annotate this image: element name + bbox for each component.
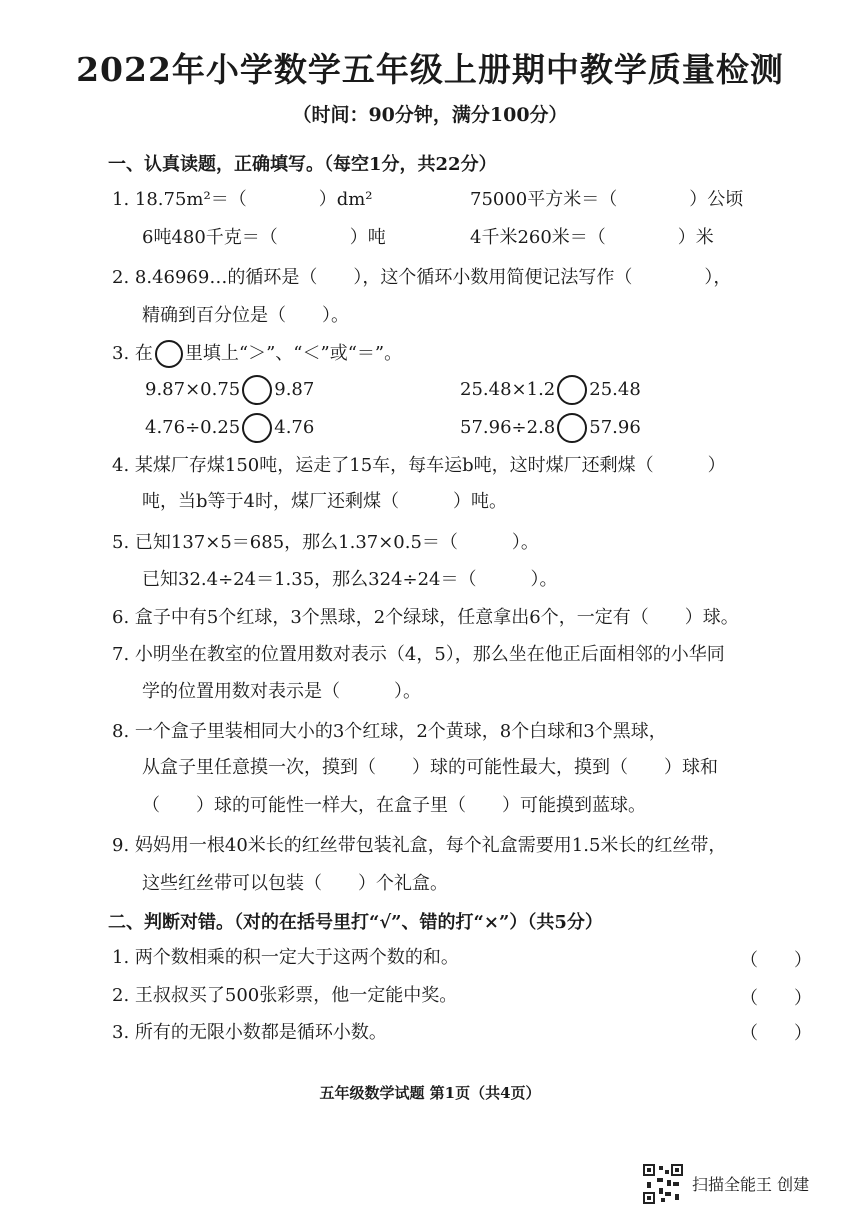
scanner-watermark: 扫描全能王 创建 xyxy=(692,1175,810,1194)
q5-line2: 已知32.4÷24＝1.35，那么324÷24＝（ ）。 xyxy=(142,569,558,590)
compare-left: 9.87×0.75 xyxy=(145,379,241,400)
judge-answer-box-3[interactable]: （ ） xyxy=(740,1023,812,1044)
q4-line1: 4. 某煤厂存煤150吨，运走了15车，每车运b吨，这时煤厂还剩煤（ ） xyxy=(112,455,726,476)
answer-circle-icon[interactable] xyxy=(242,375,272,405)
q3-prompt-pre: 3. 在 xyxy=(112,343,153,364)
q1-a: 1. 18.75m²＝（ ）dm² xyxy=(112,189,373,210)
q1-b: 75000平方米＝（ ）公顷 xyxy=(470,189,744,210)
q7-line1: 7. 小明坐在教室的位置用数对表示（4，5），那么坐在他正后面相邻的小华同 xyxy=(112,644,725,665)
q8-line1: 8. 一个盒子里装相同大小的3个红球，2个黄球，8个白球和3个黑球， xyxy=(112,721,667,742)
compare-right: 57.96 xyxy=(589,417,641,438)
q6: 6. 盒子中有5个红球，3个黑球，2个绿球，任意拿出6个，一定有（ ）球。 xyxy=(112,607,739,628)
q2-line1: 2. 8.46969…的循环是（ ），这个循环小数用简便记法写作（ ）， xyxy=(112,267,732,288)
judge-item-2: 2. 王叔叔买了500张彩票，他一定能中奖。 xyxy=(112,985,458,1006)
q3-prompt-post: 里填上“＞”、“＜”或“＝”。 xyxy=(184,343,403,364)
qr-code-icon xyxy=(643,1164,683,1204)
page-footer: 五年级数学试题 第1页（共4页） xyxy=(319,1084,541,1102)
compare-right: 25.48 xyxy=(589,379,641,400)
answer-circle-icon[interactable] xyxy=(557,413,587,443)
q1-d: 4千米260米＝（ ）米 xyxy=(470,227,714,248)
q1-c: 6吨480千克＝（ ）吨 xyxy=(142,227,386,248)
q8-line2: 从盒子里任意摸一次，摸到（ ）球的可能性最大，摸到（ ）球和 xyxy=(142,757,718,778)
q3-prompt xyxy=(112,340,402,368)
q3-compare-3 xyxy=(145,413,314,443)
q2-line2: 精确到百分位是（ ）。 xyxy=(142,305,349,326)
compare-right: 9.87 xyxy=(274,379,315,400)
q5-line1: 5. 已知137×5＝685，那么1.37×0.5＝（ ）。 xyxy=(112,532,539,553)
section-2-heading: 二、判断对错。（对的在括号里打“√”、错的打“×”）（共5分） xyxy=(108,912,603,933)
q3-compare-4 xyxy=(460,413,641,443)
answer-circle-icon[interactable] xyxy=(242,413,272,443)
q9-line2: 这些红丝带可以包装（ ）个礼盒。 xyxy=(142,873,448,894)
section-1-heading: 一、认真读题，正确填写。（每空1分，共22分） xyxy=(108,154,497,175)
q7-line2: 学的位置用数对表示是（ ）。 xyxy=(142,681,421,702)
compare-left: 25.48×1.2 xyxy=(460,379,556,400)
judge-item-3: 3. 所有的无限小数都是循环小数。 xyxy=(112,1022,387,1043)
q3-compare-1 xyxy=(145,375,314,405)
answer-circle-icon[interactable] xyxy=(557,375,587,405)
q4-line2: 吨，当b等于4时，煤厂还剩煤（ ）吨。 xyxy=(142,491,507,512)
compare-left: 4.76÷0.25 xyxy=(145,417,241,438)
judge-answer-box-1[interactable]: （ ） xyxy=(740,950,812,971)
q8-line3: （ ）球的可能性一样大，在盒子里（ ）可能摸到蓝球。 xyxy=(142,795,646,816)
exam-time-and-score: （时间：90分钟，满分100分） xyxy=(292,104,568,126)
q9-line1: 9. 妈妈用一根40米长的红丝带包装礼盒，每个礼盒需要用1.5米长的红丝带， xyxy=(112,835,727,856)
compare-right: 4.76 xyxy=(274,417,315,438)
compare-left: 57.96÷2.8 xyxy=(460,417,556,438)
answer-circle-icon xyxy=(155,340,183,368)
q3-compare-2 xyxy=(460,375,641,405)
judge-item-1: 1. 两个数相乘的积一定大于这两个数的和。 xyxy=(112,947,459,968)
page-title: 2022年小学数学五年级上册期中教学质量检测 xyxy=(76,50,784,89)
judge-answer-box-2[interactable]: （ ） xyxy=(740,988,812,1009)
